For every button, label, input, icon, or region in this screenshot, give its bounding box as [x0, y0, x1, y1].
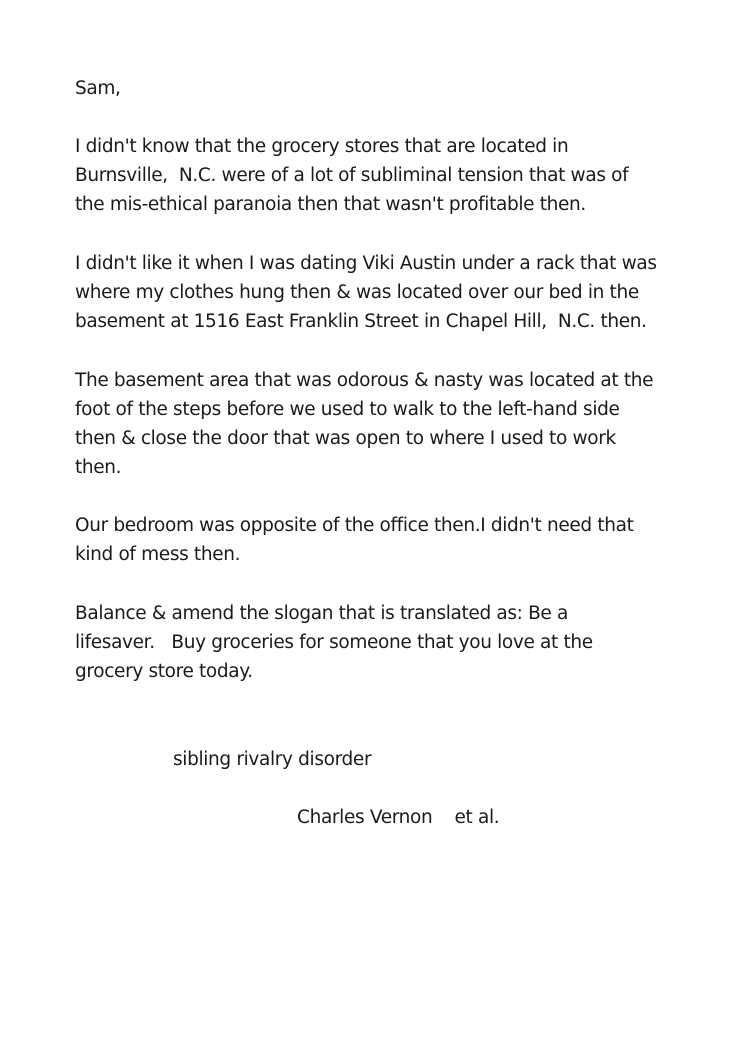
paragraph-5-line-1: Balance & amend the slogan that is translated as: Be a [75, 603, 568, 624]
paragraph-2-line-3: basement at 1516 East Franklin Street in Chapel Hill, N.C. then. [75, 311, 647, 332]
paragraph-3-line-4: then. [75, 457, 122, 478]
sign-off: sibling rivalry disorder [173, 749, 372, 770]
paragraph-2-line-1: I didn't like it when I was dating Viki Austin under a rack that was [75, 253, 657, 274]
paragraph-1-line-2: Burnsville, N.C. were of a lot of subliminal tension that was of [75, 165, 629, 186]
signature: Charles Vernon et al. [297, 807, 500, 828]
paragraph-5-line-2: lifesaver. Buy groceries for someone that you love at the [75, 632, 593, 653]
paragraph-5-line-3: grocery store today. [75, 661, 253, 682]
paragraph-1-line-1: I didn't know that the grocery stores that are located in [75, 136, 569, 157]
paragraph-3-line-3: then & close the door that was open to where I used to work [75, 428, 616, 449]
paragraph-3-line-1: The basement area that was odorous & nasty was located at the [75, 370, 654, 391]
paragraph-3-line-2: foot of the steps before we used to walk to the left-hand side [75, 399, 620, 420]
paragraph-2-line-2: where my clothes hung then & was located over our bed in the [75, 282, 639, 303]
paragraph-4-line-1: Our bedroom was opposite of the office then.I didn't need that [75, 515, 634, 536]
paragraph-4-line-2: kind of mess then. [75, 544, 241, 565]
paragraph-1-line-3: the mis-ethical paranoia then that wasn't profitable then. [75, 194, 586, 215]
salutation: Sam, [75, 78, 121, 99]
